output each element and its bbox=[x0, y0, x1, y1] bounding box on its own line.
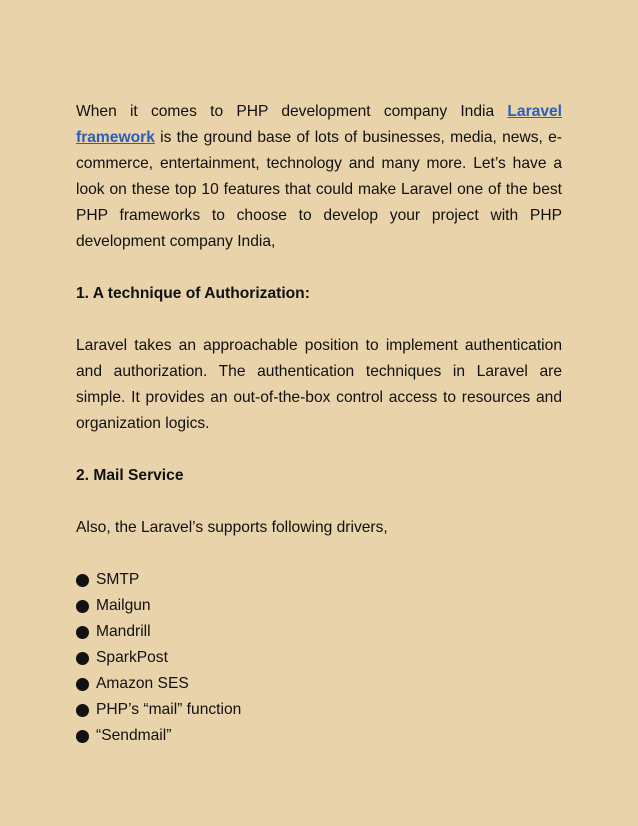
list-item-label: Mailgun bbox=[96, 597, 151, 614]
spacer bbox=[76, 541, 562, 567]
list-item-label: “Sendmail” bbox=[96, 727, 172, 744]
list-item bbox=[76, 567, 562, 593]
list-item-label: Amazon SES bbox=[96, 675, 189, 692]
list-item bbox=[76, 619, 562, 645]
list-item-label: PHP’s “mail” function bbox=[96, 701, 242, 718]
bullet-icon bbox=[76, 574, 89, 587]
section-heading-mail-service: 2. Mail Service bbox=[76, 467, 184, 484]
list-item-label: SMTP bbox=[96, 571, 140, 588]
list-item-label: SparkPost bbox=[96, 649, 168, 666]
spacer bbox=[76, 437, 562, 463]
list-item bbox=[76, 671, 562, 697]
bullet-icon bbox=[76, 704, 89, 717]
bullet-icon bbox=[76, 678, 89, 691]
bullet-icon bbox=[76, 626, 89, 639]
bullet-icon bbox=[76, 652, 89, 665]
list-item-label: Mandrill bbox=[96, 623, 151, 640]
mail-drivers-list bbox=[76, 567, 562, 749]
laravel-framework-link[interactable]: Laravel framework bbox=[76, 103, 562, 146]
list-item bbox=[76, 723, 562, 749]
mail-drivers-intro: Also, the Laravel’s supports following drivers, bbox=[76, 519, 388, 536]
section-heading-authorization: 1. A technique of Authorization: bbox=[76, 285, 310, 302]
intro-text-start: When it comes to PHP development company India bbox=[76, 103, 508, 120]
authorization-paragraph: Laravel takes an approachable position to implement authentication and authorization. The authentication techniques in Laravel are simple. It provides an out-of-the-box control access to resources and organization logics. bbox=[76, 337, 562, 432]
bullet-icon bbox=[76, 730, 89, 743]
list-item bbox=[76, 697, 562, 723]
list-item bbox=[76, 645, 562, 671]
list-item bbox=[76, 593, 562, 619]
intro-text-end: is the ground base of lots of businesses, media, news, e-commerce, entertainment, technology and many more. Let’s have a look on these top 10 features that could make Laravel one of the best PHP frameworks to choose to develop your project with PHP development company India, bbox=[76, 129, 562, 250]
intro-paragraph bbox=[76, 99, 562, 255]
bullet-icon bbox=[76, 600, 89, 613]
